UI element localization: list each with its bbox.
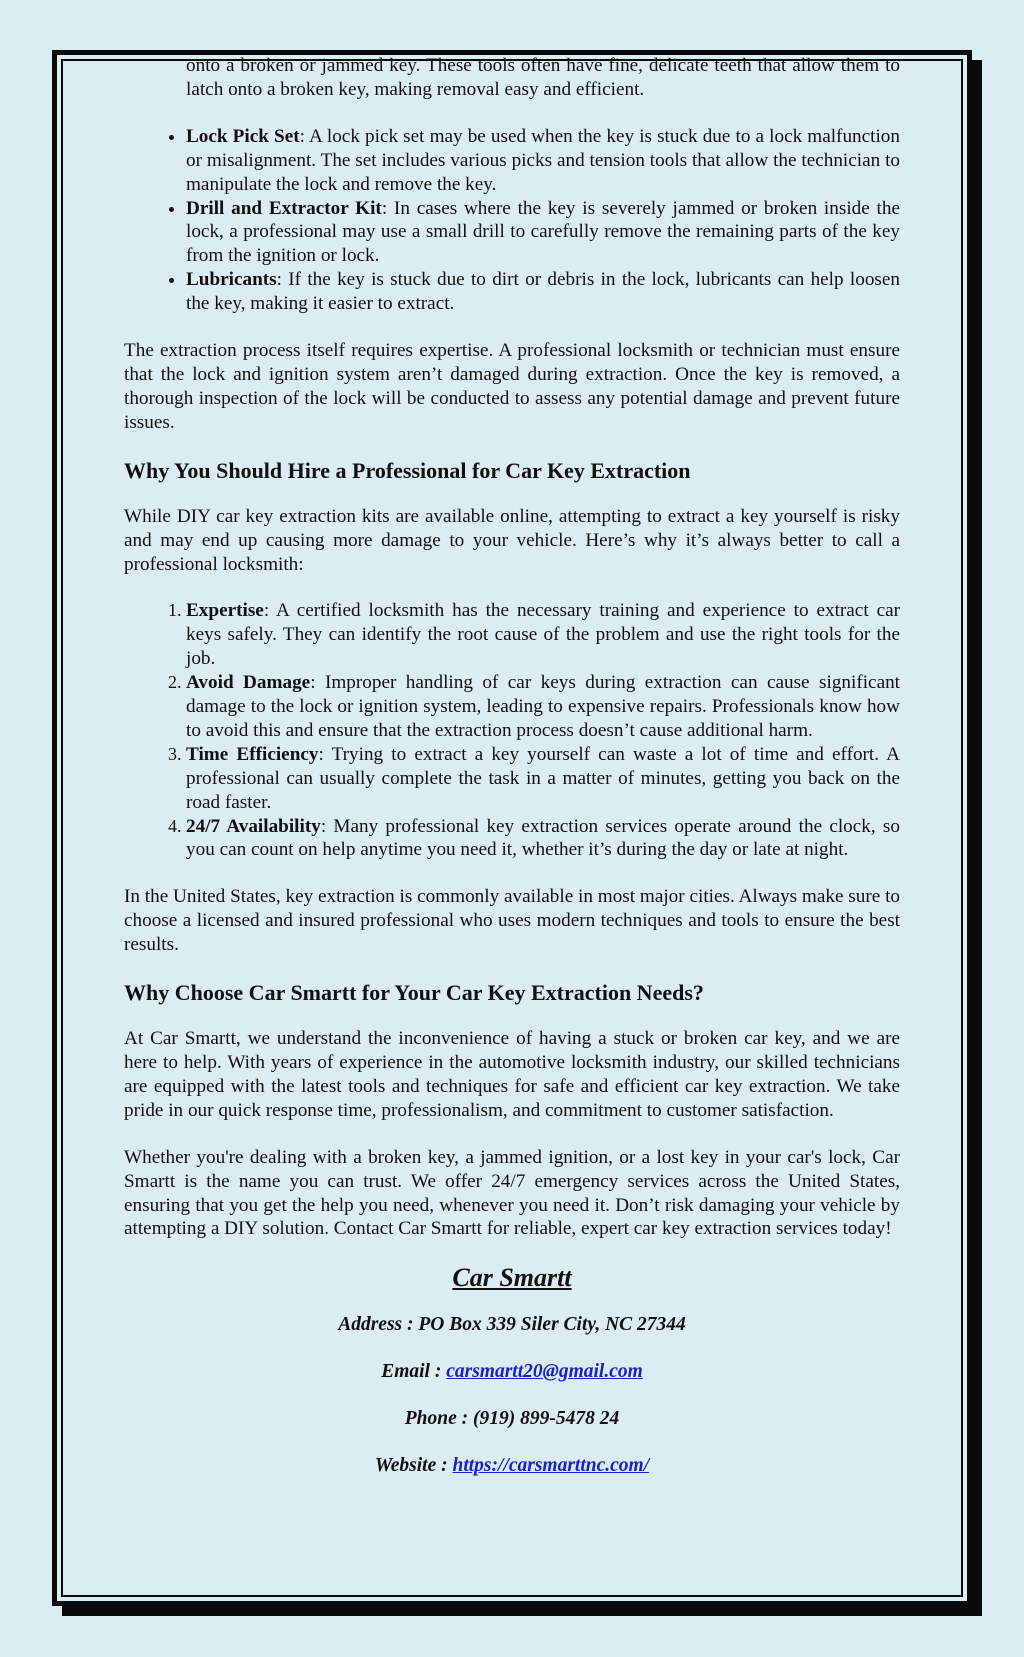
list-item-text: : If the key is stuck due to dirt or debris in the lock, lubricants can help loosen the key, making it easier to extract.: [186, 269, 900, 315]
phone-line: [124, 1407, 900, 1431]
choose-paragraph-2: Whether you're dealing with a broken key, a jammed ignition, or a lost key in your car's lock, Car Smartt is the name you can trust. We offer 24/7 emergency services across the United States, ensuring that you get the help you need, whenever you need it. Don’t risk damaging your vehicle by attempting a DIY solution. Contact Car Smartt for reliable, expert car key extraction services today!: [124, 1146, 900, 1240]
list-item-term: Expertise: [186, 600, 264, 622]
list-item-text: : Trying to extract a key yourself can waste a lot of time and effort. A professional can usually complete the task in a matter of minutes, getting you back on the road faster.: [186, 743, 900, 813]
email-line: [124, 1360, 900, 1384]
reasons-list: [124, 599, 900, 862]
address-value: PO Box 339 Siler City, NC 27344: [418, 1314, 686, 1336]
list-item-term: Lock Pick Set: [186, 125, 300, 147]
list-item-text: : In cases where the key is severely jammed or broken inside the lock, a professional may use a small drill to carefully remove the remaining parts of the key from the ignition or lock.: [186, 197, 900, 267]
list-item-term: 24/7 Availability: [186, 815, 321, 837]
hire-closing-paragraph: In the United States, key extraction is commonly available in most major cities. Always make sure to choose a licensed and insured professional who uses modern techniques and tools to ensure the best results.: [124, 886, 900, 956]
list-item-time-efficiency: [186, 743, 900, 815]
website-line: [124, 1454, 900, 1478]
list-item-text: : A lock pick set may be used when the key is stuck due to a lock malfunction or misalignment. The set includes various picks and tension tools that allow the technician to manipulate the lock and remove the key.: [186, 125, 900, 195]
document-content: [124, 54, 900, 1478]
section-heading-hire: Why You Should Hire a Professional for Car Key Extraction: [124, 457, 691, 483]
list-item-lubricants: [186, 268, 900, 316]
phone-value: (919) 899-5478 24: [473, 1408, 620, 1430]
tools-list: [124, 125, 900, 316]
section-heading-choose: Why Choose Car Smartt for Your Car Key Extraction Needs?: [124, 980, 704, 1006]
list-item-text: : Many professional key extraction services operate around the clock, so you can count on help anytime you need it, whether it’s during the day or late at night.: [186, 815, 900, 861]
choose-paragraph-1: At Car Smartt, we understand the inconvenience of having a stuck or broken car key, and we are here to help. With years of experience in the automotive locksmith industry, our skilled technicians are equipped with the latest tools and techniques for safe and efficient car key extraction. We take pride in our quick response time, professionalism, and commitment to customer satisfaction.: [124, 1028, 900, 1121]
contact-footer: [124, 1263, 900, 1478]
list-item-term: Lubricants: [186, 269, 277, 291]
list-item-term: Avoid Damage: [186, 672, 311, 694]
list-item-lock-pick-set: [186, 125, 900, 197]
website-link[interactable]: https://carsmarttnc.com/: [452, 1455, 650, 1477]
address-label: Address :: [338, 1314, 419, 1336]
list-item-text: : A certified locksmith has the necessary training and experience to extract car keys safely. They can identify the root cause of the problem and use the right tools for the job.: [186, 600, 900, 670]
list-item-term: Drill and Extractor Kit: [186, 197, 382, 219]
list-item-avoid-damage: [186, 671, 900, 743]
list-item-text: : Improper handling of car keys during extraction can cause significant damage to the lock or ignition system, leading to expensive repairs. Professionals know how to avoid this and ensure that the extraction process doesn’t cause additional harm.: [186, 672, 901, 741]
address-line: [124, 1313, 900, 1337]
email-label: Email :: [381, 1361, 447, 1383]
list-item-availability: [186, 815, 900, 863]
email-link[interactable]: carsmartt20@gmail.com: [446, 1361, 643, 1383]
extraction-paragraph: The extraction process itself requires expertise. A professional locksmith or technician must ensure that the lock and ignition system aren’t damaged during extraction. Once the key is removed, a thorough inspection of the lock will be conducted to assess any potential damage and prevent future issues.: [124, 340, 900, 433]
list-item-expertise: [186, 599, 900, 671]
list-item-term: Time Efficiency: [186, 743, 319, 765]
phone-label: Phone :: [404, 1408, 473, 1430]
brand-name: Car Smartt: [452, 1263, 572, 1293]
list-item-drill-extractor: [186, 197, 900, 269]
website-label: Website :: [374, 1455, 453, 1477]
hire-intro-paragraph: While DIY car key extraction kits are available online, attempting to extract a key yourself is risky and may end up causing more damage to your vehicle. Here’s why it’s always better to call a professional locksmith:: [124, 505, 900, 575]
intro-continuation: onto a broken or jammed key. These tools often have fine, delicate teeth that allow them to latch onto a broken key, making removal easy and efficient.: [186, 55, 900, 100]
